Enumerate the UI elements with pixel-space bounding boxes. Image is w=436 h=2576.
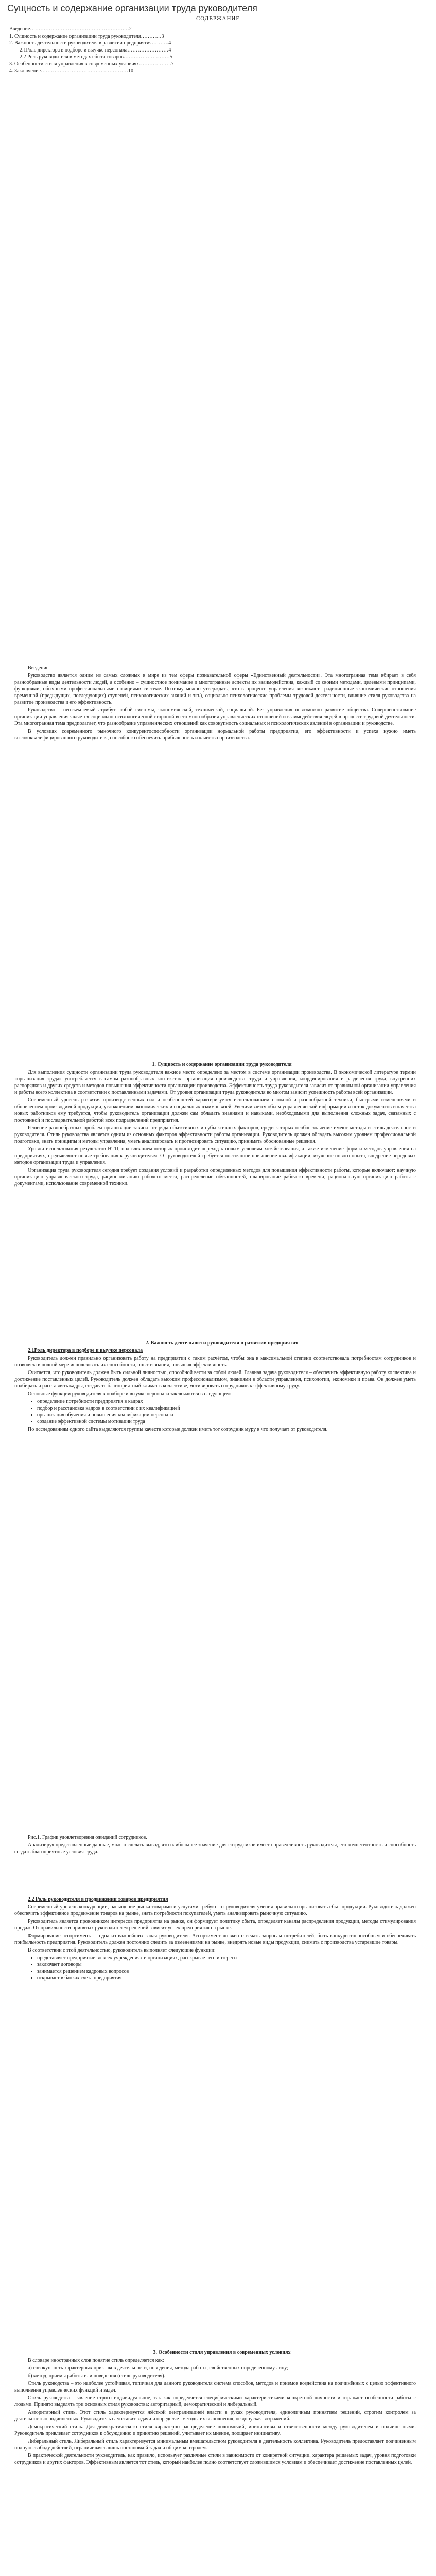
section-heading: 2. Важность деятельности руководителя в развитии предприятия bbox=[145, 1340, 299, 1346]
toc-heading: СОДЕРЖАНИЕ bbox=[196, 15, 240, 22]
paragraph: В соответствии с этой деятельностью, руководитель выполняет следующие функции: bbox=[28, 1947, 216, 1953]
list-item: • занимается решением кадровых вопросов bbox=[37, 1968, 416, 1975]
paragraph: Демократический стиль. Для демократического стиля характерно распределение полномочий, инициативы и ответственности между руководителем и подчинёнными. Руководитель привлекает сотрудников к обсуждению и принятию решений, учитывает их мнение, поощряет инициативу. bbox=[14, 2424, 416, 2436]
toc-item[interactable]: Введение……………………………………………….…2 bbox=[9, 26, 132, 32]
paragraph: Считается, что руководитель должен быть сильной личностью, способной вести за собой людей. Главная задача руководителя – обеспечить эффективную работу коллектива и достижение поставленных целей. Руководитель должен обладать высоким профессионализмом, знаниями в области управления, психологии, экономики и права. Он должен уметь подбирать и расставлять кадры, создавать благоприятный климат в коллективе, мотивировать сотрудников к эффективному труду. bbox=[14, 1370, 416, 1389]
subsection-2-2 bbox=[14, 1896, 416, 1982]
list-item: • подбор и расстановка кадров в соответствии с их квалификацией bbox=[37, 1405, 416, 1412]
list-item: • организация обучения и повышения квалификации персонала bbox=[37, 1412, 416, 1418]
paragraph: Руководство – неотъемлемый атрибут любой системы, экономической, технической, социальной. Без управления невозможно развитие общества. Совершенствование организации управления является социально-психологической стороной всего многообразия управленческих отношений и взаимодействия людей в процессе трудовой деятельности. Эта многогранная тема предполагает, что разнообразие управленческих отношений как совокупность социальных и психологических явлений в организации и руководстве. bbox=[14, 707, 416, 726]
paragraph: Современный уровень развития производственных сил и особенностей характеризуется использованием сложной и разнообразной техники, быстрыми изменениями и обновлением производимой продукции, усложнением экономических и социальных взаимосвязей. Увеличивается объём управленческой информации и поток документов и качества новых работников ему требуется, чтобы руководитель организации должен сам обладать знаниями и навыками, необходимыми для выполнения сложных задач, связанных с постоянной и последовательной работой всех подразделений предприятия. bbox=[14, 1097, 416, 1123]
list-item: • представляет предприятие во всех учреждениях и организациях, расскрывает его интересы bbox=[37, 1955, 416, 1961]
paragraph: Анализируя представленные данные, можно сделать вывод, что наибольшее значение для сотрудников имеет справедливость руководителя, его компетентность и способность создать благоприятные условия труда. bbox=[14, 1842, 416, 1855]
bullet-list bbox=[37, 1398, 416, 1425]
paragraph: Руководитель является проводником интересов предприятия на рынке, он формирует политику сбыта, определяет каналы распределения продукции, методы стимулирования продаж. От правильности принятых руководителем решений зависит успех предприятия на рынке. bbox=[14, 1919, 416, 1931]
paragraph: Основные функции руководителя в подборе и выучке персонала заключаются в следующем: bbox=[28, 1391, 231, 1397]
toc-item[interactable]: 2.1Роль директора в подборе и выучке персонала……………………4 bbox=[20, 47, 171, 53]
section-heading: 3. Особенности стиля управления в современных условиях bbox=[153, 2350, 291, 2355]
paragraph: В практической деятельности руководитель, как правило, использует различные стили в зависимости от конкретной ситуации, характера решаемых задач, уровня подготовки сотрудников и других факторов. Эффективным является тот стиль, который наиболее полно соответствует сложившимся условиям и обеспечивает достижение поставленных целей. bbox=[14, 2453, 416, 2465]
toc-item[interactable]: 1. Сущность и содержание организации труда руководителя…………3 bbox=[9, 33, 164, 39]
paragraph: В условиях современного рыночного конкурентоспособности организации нормальной работы предприятия, его эффективности и успеха нужно иметь высококвалифицированного руководителя, способного обеспечить прибыльность и качество производства. bbox=[14, 728, 416, 741]
paragraph: Стиль руководства – это наиболее устойчивая, типичная для данного руководителя система способов, методов и приемов воздействия на подчинённых с целью эффективного выполнения управленческих функций и задач. bbox=[14, 2381, 416, 2393]
section-2 bbox=[14, 1340, 416, 1434]
table-of-contents bbox=[9, 26, 277, 75]
paragraph: Руководство является одним из самых сложных в мире из тем сферы познавательной сферы «Единственный деятельности». Эта многогранная тема вбирает в себя разнообразные виды деятельности людей, а особенно – сущностное понимание и многогранные аспекты их взаимодействия, каждый со своими методами, целевыми принципами, функциями, обычными профессиональными позициями системе. Поэтому можно утверждать, что в процессе управления возникают традиционные экономические отношения временной (предыдущих, последующих) ступеней, психологических знаний и т.п.), социально-психологические проблемы трудовой деятельности, влияние стиля руководства на развитие производства и его эффективность. bbox=[14, 673, 416, 705]
paragraph: Решение разнообразных проблем организации зависит от ряда объективных и субъективных факторов, среди которых особое значение имеют методы и стиль деятельности руководителя. Стиль руководства является одним из основных факторов эффективности работы организации. Руководитель должен обладать высоким уровнем профессиональной подготовки, знать принципы и методы управления, уметь анализировать и прогнозировать ситуацию, принимать обоснованные решения. bbox=[14, 1125, 416, 1144]
paragraph: Либеральный стиль. Либеральный стиль характеризуется минимальным вмешательством руководителя в деятельность коллектива. Руководитель предоставляет подчинённым полную свободу действий, ограничиваясь лишь постановкой задач и общим контролем. bbox=[14, 2438, 416, 2451]
list-item: • открывает в банках счета предприятия bbox=[37, 1975, 416, 1981]
paragraph: По исследованиям одного сайта выделяются группы качеств которые должен иметь тот сотрудник муру в что получает от руководителя. bbox=[28, 1427, 328, 1432]
intro-section bbox=[14, 665, 416, 742]
paragraph: Организация труда руководителя сегодня требует создания условий и разработки определенных методов для повышения эффективности работы, которые включают: научную организацию управленческого труда, рационализацию рабочего места, распределение обязанностей, планирование рабочего времени, рациональную организацию работы с документами, использование современной техники. bbox=[14, 1167, 416, 1187]
toc-item[interactable]: 2. Важность деятельности руководителя в развитии предприятия……….4 bbox=[9, 40, 171, 46]
paragraph: Современный уровень конкуренции, насыщение рынка товарами и услугами требуют от руководителя умения правильно организовать сбыт продукции. Руководитель должен обеспечить эффективное продвижение товаров на рынке, знать потребности покупателей, уметь анализировать рыночную ситуацию. bbox=[14, 1904, 416, 1917]
subsection-heading: 2.2 Роль руководителя в продвижении товаров предприятия bbox=[28, 1896, 168, 1902]
list-item: • создание эффективной системы мотивации труда bbox=[37, 1418, 416, 1425]
figure-caption: Рис.1. График удовлетворения ожиданий сотрудников. bbox=[28, 1835, 147, 1840]
paragraph: Стиль руководства – явление строго индивидуальное, так как определяется специфическими характеристиками конкретной личности и отражает особенности работы с людьми. Принято выделять три основных стиля руководства: авторитарный, демократический и либеральный. bbox=[14, 2395, 416, 2408]
subsection-heading: 2.1Роль директора в подборе и выучке персонала bbox=[28, 1348, 143, 1353]
toc-item[interactable]: 2.2 Роль руководителя в методах сбыта товаров………………………5 bbox=[20, 54, 172, 60]
list-item: • заключает договоры bbox=[37, 1961, 416, 1968]
toc-item[interactable]: 4. Заключение……………………………………………10 bbox=[9, 68, 133, 74]
list-item: • определение потребности предприятия в кадрах bbox=[37, 1398, 416, 1405]
bullet-list bbox=[37, 1955, 416, 1981]
paragraph: Для выполнения сущности организации труда руководителя важное место определено за местом в системе организации производства. В экономической литературе термин «организация труда» употребляется в самом разнообразных контекстах: организация производства, труда и управления, координирования и разделения труда, внутренних распорядков и других средств и методов повышения эффективности организации производства. Эффективность труда руководителя зависит от правильной организации управления и работы всего коллектива в соответствии с поставленными задачами. От уровня организации труда руководителя во многом зависит успешность работы всей организации. bbox=[14, 1070, 416, 1095]
toc-item[interactable]: 3. Особенности стиля управления в современных условиях……………….7 bbox=[9, 61, 174, 67]
paragraph: Уровни использования результатов НТП, под влиянием которых происходит переход к новым условиям хозяйствования, а также изменение форм и методов управления на предприятиях, предъявляют новые требования к руководителям. От руководителей требуется постоянное повышение квалификации, изучение нового опыта, внедрение передовых методов организации труда и управления. bbox=[14, 1146, 416, 1165]
section-heading: 1. Сущность и содержание организации труда руководителя bbox=[152, 1062, 292, 1067]
document-title: Сущность и содержание организации труда руководителя bbox=[7, 3, 257, 13]
paragraph: Формирование ассортимента – одна из важнейших задач руководителя. Ассортимент должен отвечать запросам потребителей, быть конкурентоспособным и обеспечивать прибыльность предприятия. Руководитель должен постоянно следить за изменениями на рынке, внедрять новые виды продукции, снимать с производства устаревшие товары. bbox=[14, 1933, 416, 1945]
paragraph: В словаре иностранных слов понятие стиль определяется как: bbox=[28, 2358, 164, 2363]
intro-title: Введение bbox=[28, 665, 49, 671]
figure-caption-block bbox=[14, 1834, 416, 1856]
paragraph: Руководитель должен правильно организовать работу на предприятии с таким расчётом, чтобы она в максимальной степени соответствовала потребностям сотрудников и позволяла в полной мере использовать их способности, опыт и знания, повышая эффективность. bbox=[14, 1355, 416, 1368]
paragraph: а) совокупность характерных признаков деятельности, поведения, метода работы, свойственных определенному лицу; bbox=[28, 2365, 288, 2371]
section-3 bbox=[14, 2349, 416, 2467]
section-1 bbox=[14, 1061, 416, 1188]
paragraph: Авторитарный стиль. Этот стиль характеризуется жёсткой централизацией власти в руках руководителя, единоличным принятием решений, строгим контролем за деятельностью подчинённых. Руководитель сам ставит задачи и определяет методы их выполнения, не допуская возражений. bbox=[14, 2410, 416, 2422]
paragraph: б) метод, приёмы работы или поведения (стиль руководителя). bbox=[28, 2373, 166, 2379]
